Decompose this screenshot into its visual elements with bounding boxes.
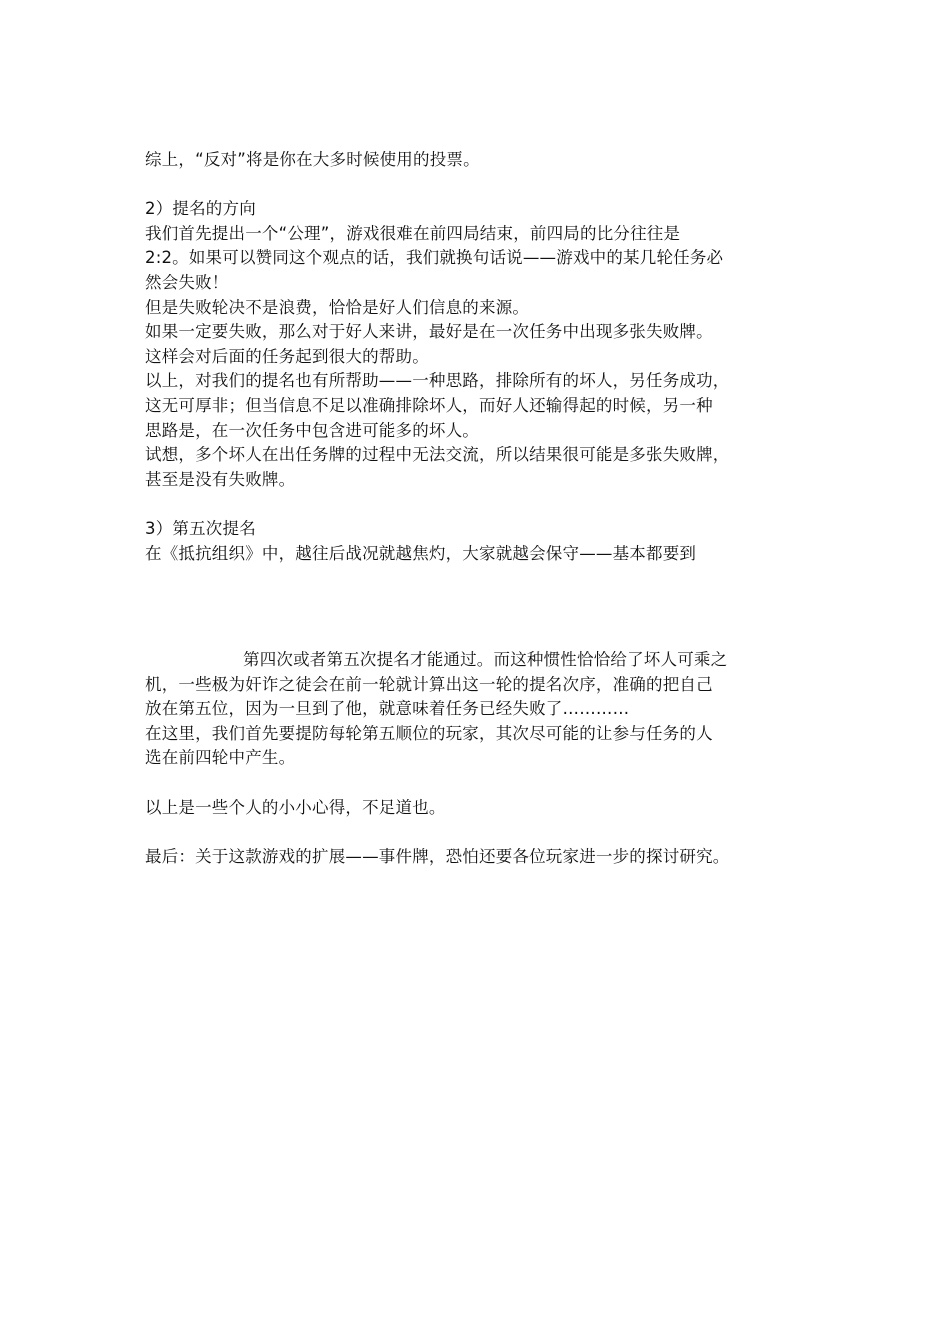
text-block-bottom bbox=[145, 648, 825, 869]
text-line: 最后：关于这款游戏的扩展——事件牌，恐怕还要各位玩家进一步的探讨研究。 bbox=[145, 846, 730, 866]
text-line: 以上，对我们的提名也有所帮助——一种思路，排除所有的坏人，另任务成功， bbox=[145, 371, 730, 391]
text-block-top bbox=[145, 148, 825, 566]
text-line: 在这里，我们首先要提防每轮第五顺位的玩家，其次尽可能的让参与任务的人 bbox=[145, 723, 713, 743]
text-line: 思路是，在一次任务中包含进可能多的坏人。 bbox=[145, 420, 479, 440]
text-line: 试想，多个坏人在出任务牌的过程中无法交流，所以结果很可能是多张失败牌， bbox=[145, 445, 730, 465]
blank-line bbox=[145, 173, 825, 198]
text-line: 甚至是没有失败牌。 bbox=[145, 469, 296, 489]
blank-line bbox=[145, 820, 825, 845]
text-line: 选在前四轮中产生。 bbox=[145, 748, 296, 768]
text-line: 在《抵抗组织》中，越往后战况就越焦灼，大家就越会保守——基本都要到 bbox=[145, 543, 697, 563]
text-line: 以上是一些个人的小小心得，不足道也。 bbox=[145, 797, 446, 817]
section-heading: 3）第五次提名 bbox=[145, 518, 256, 538]
text-line: 我们首先提出一个“公理”，游戏很难在前四局结束，前四局的比分往往是 bbox=[145, 223, 681, 243]
text-line-indented: 第四次或者第五次提名才能通过。而这种惯性恰恰给了坏人可乘之 bbox=[243, 650, 728, 669]
text-line: 放在第五位，因为一旦到了他，就意味着任务已经失败了………… bbox=[145, 699, 630, 719]
section-heading: 2）提名的方向 bbox=[145, 199, 256, 219]
text-line: 如果一定要失败，那么对于好人来讲，最好是在一次任务中出现多张失败牌。 bbox=[145, 322, 713, 342]
text-line: 但是失败轮决不是浪费，恰恰是好人们信息的来源。 bbox=[145, 297, 530, 317]
text-line: 机，一些极为奸诈之徒会在前一轮就计算出这一轮的提名次序，准确的把自己 bbox=[145, 674, 713, 694]
blank-line bbox=[145, 492, 825, 517]
text-line: 这样会对后面的任务起到很大的帮助。 bbox=[145, 346, 429, 366]
blank-line bbox=[145, 771, 825, 796]
text-line: 然会失败！ bbox=[145, 272, 229, 292]
text-line: 综上，“反对”将是你在大多时候使用的投票。 bbox=[145, 150, 480, 169]
text-line: 这无可厚非；但当信息不足以准确排除坏人，而好人还输得起的时候，另一种 bbox=[145, 395, 713, 415]
text-line: 2:2。如果可以赞同这个观点的话，我们就换句话说——游戏中的某几轮任务必 bbox=[145, 248, 724, 268]
